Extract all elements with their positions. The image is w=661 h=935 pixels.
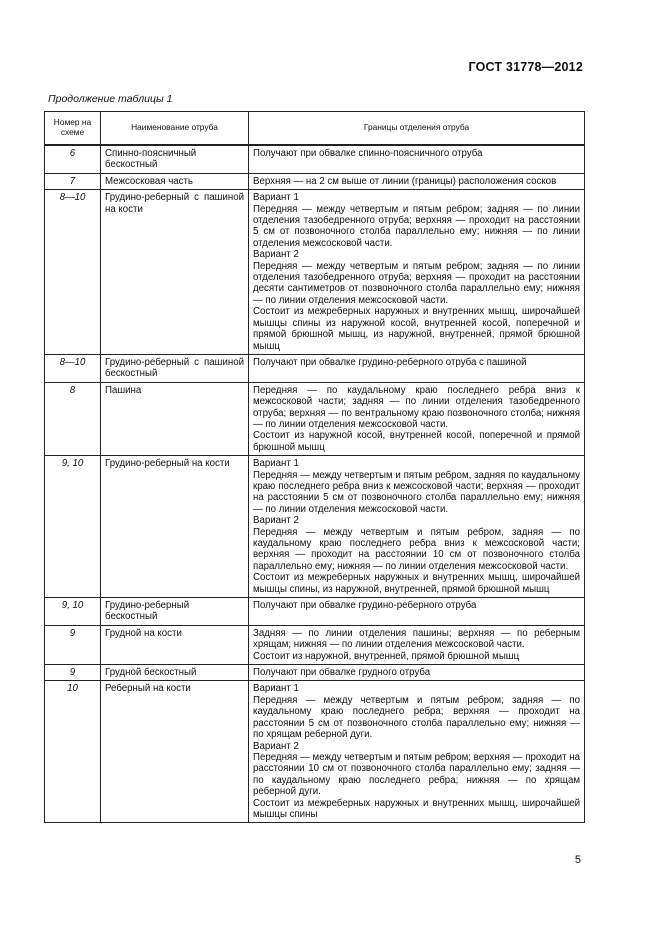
cut-name: Грудино-реберный с пашиной бескостный [101, 354, 249, 382]
table-row [45, 665, 585, 681]
cut-name: Грудино-реберный с пашиной на кости [101, 190, 249, 355]
table-row [45, 625, 585, 664]
boundary-paragraph: Получают при обвалке грудино-реберного отруба с пашиной [253, 356, 527, 368]
cut-boundaries [249, 145, 585, 173]
table-continuation-caption: Продолжение таблицы 1 [48, 93, 173, 105]
boundary-paragraph: Передняя — между четвертым и пятым ребром, задняя — по каудальному краю последнего ребра вниз к межсосковой части; верхняя — проходит на расстоянии 10 см от позвоночного столба параллельно ему; нижняя — по линии отделения межсосковой части. [253, 526, 580, 572]
document-header: ГОСТ 31778—2012 [468, 60, 583, 74]
table-body [45, 145, 585, 823]
boundary-paragraph: Вариант 2 [253, 515, 299, 527]
cut-boundaries [249, 681, 585, 823]
boundary-paragraph: Вариант 1 [253, 683, 299, 695]
cut-scheme-number: 8—10 [45, 190, 101, 355]
table-row [45, 456, 585, 598]
boundary-paragraph: Вариант 2 [253, 740, 299, 752]
boundary-paragraph: Вариант 2 [253, 249, 299, 261]
cut-scheme-number: 10 [45, 681, 101, 823]
boundary-paragraph: Состоит из наружной косой, внутренней косой, поперечной и прямой брюшной мышц [253, 430, 580, 453]
cut-name: Реберный на кости [101, 681, 249, 823]
table-row [45, 145, 585, 173]
boundary-paragraph: Получают при обвалке грудино-реберного отруба [253, 600, 477, 612]
boundary-paragraph: Передняя — между четвертым и пятым ребром; верхняя — проходит на расстоянии 10 см от позвоночного столба параллельно ему; задняя — по каудальному краю последнего ребра; нижняя — по хрящам реберной дуги. [253, 751, 580, 798]
cut-boundaries [249, 598, 585, 626]
boundary-paragraph: Состоит из межреберных наружных и внутренних мышц, широчайшей мышцы спины из наружной косой, внутренней косой, поперечной и прямой брюшной мышц, из наружной, внутренней, прямой брюшной мышц [253, 306, 580, 352]
boundary-paragraph: Верхняя — на 2 см выше от линии (границы) расположения сосков [253, 175, 557, 187]
table-row [45, 354, 585, 382]
cut-scheme-number: 9 [45, 665, 101, 681]
cut-name: Спинно-поясничный бескостный [101, 145, 249, 173]
table-row [45, 681, 585, 823]
boundary-paragraph: Получают при обвалке спинно-поясничного отруба [253, 148, 483, 159]
boundary-paragraph: Задняя — по линии отделения пашины; верхняя — по реберным хрящам; нижняя — по линии отделения межсосковой части. [253, 627, 580, 651]
cut-boundaries [249, 382, 585, 455]
cut-boundaries [249, 354, 585, 382]
boundary-paragraph: Вариант 1 [253, 458, 299, 470]
cut-boundaries [249, 173, 585, 189]
cut-scheme-number: 7 [45, 173, 101, 189]
boundary-paragraph: Передняя — по каудальному краю последнего ребра вниз к межсосковой части; задняя — по линии отделения тазобедренного отруба; верхняя — по вентральному краю позвоночного столба; нижняя — по линии отделения межсосковой части. [253, 384, 580, 430]
cut-name: Грудино-реберный бескостный [101, 598, 249, 626]
table-row [45, 382, 585, 455]
cut-scheme-number: 9, 10 [45, 598, 101, 626]
cut-name: Пашина [101, 382, 249, 455]
boundary-paragraph: Вариант 1 [253, 192, 299, 204]
boundary-paragraph: Состоит из межреберных наружных и внутренних мышц, широчайшей мышцы спины, из наружной, внутренней, прямой брюшной мышц [253, 572, 580, 595]
cut-scheme-number: 6 [45, 145, 101, 173]
page-number: 5 [574, 854, 581, 866]
boundary-paragraph: Получают при обвалке грудного отруба [253, 667, 431, 679]
boundary-paragraph: Передняя — между четвертым и пятым ребром; задняя — по линии отделения тазобедренного отруба; верхняя — проходит на расстоянии десяти сантиметров от позвоночного столба параллельно ему; нижняя — по линии отделения межсосковой части. [253, 260, 580, 306]
column-header-boundaries: Границы отделения отруба [249, 112, 585, 146]
boundary-paragraph: Состоит из межреберных наружных и внутренних мышц, широчайшей мышцы спины [253, 797, 580, 820]
cut-scheme-number: 8 [45, 382, 101, 455]
cut-name: Грудной бескостный [101, 665, 249, 681]
cut-name: Грудино-реберный на кости [101, 456, 249, 598]
boundary-paragraph: Передняя — между четвертым и пятым ребром; задняя — по каудальному краю последнего ребра; верхняя — проходит на расстоянии 5 см от позвоночного столба параллельно ему; нижняя — по хрящам реберной дуги. [253, 694, 580, 741]
cut-boundaries [249, 190, 585, 355]
boundary-paragraph: Состоит из наружной, внутренней, прямой брюшной мышц [253, 650, 520, 662]
table-row [45, 190, 585, 355]
column-header-number: Номер на схеме [45, 112, 101, 146]
cut-boundaries [249, 456, 585, 598]
cut-scheme-number: 8—10 [45, 354, 101, 382]
boundary-paragraph: Передняя — между четвертым и пятым ребром; задняя — по линии отделения тазобедренного отруба; верхняя — проходит на расстоянии 5 см от позвоночного столба параллельно ему; нижняя — по линии отделения межсосковой части. [253, 203, 580, 249]
cut-scheme-number: 9 [45, 625, 101, 664]
cuts-table [44, 111, 585, 823]
cut-boundaries [249, 625, 585, 664]
boundary-paragraph: Передняя — между четвертым и пятым ребром, задняя по каудальному краю последнего ребра вниз к межсосковой части; верхняя — проходит на расстоянии 5 см от позвоночного столба параллельно ему; нижняя — по линии отделения межсосковой части. [253, 469, 580, 515]
table-row [45, 598, 585, 626]
cut-name: Межсосковая часть [101, 173, 249, 189]
cut-boundaries [249, 665, 585, 681]
column-header-name: Наименование отруба [101, 112, 249, 146]
table-row [45, 173, 585, 189]
cut-name: Грудной на кости [101, 625, 249, 664]
table-header-row [45, 112, 585, 146]
cut-scheme-number: 9, 10 [45, 456, 101, 598]
